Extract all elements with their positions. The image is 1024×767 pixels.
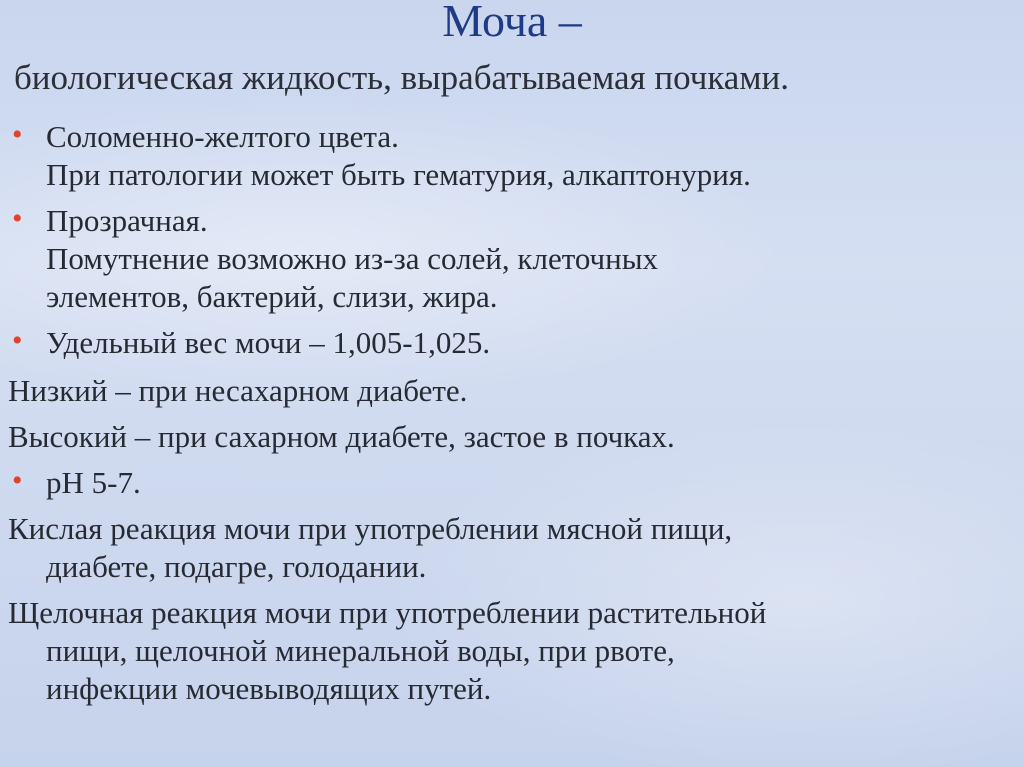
- slide-subtitle: биологическая жидкость, вырабатываемая почками.: [14, 58, 789, 97]
- text-paragraph: [0, 510, 1024, 586]
- text-paragraph: [0, 372, 1024, 410]
- bullet-dot-icon: •: [12, 118, 23, 151]
- text-paragraph: [0, 594, 1024, 708]
- slide-title: Моча –: [442, 0, 582, 46]
- bullet-dot-icon: •: [12, 464, 23, 497]
- bullet-item: [0, 324, 1024, 362]
- text-line: Кислая реакция мочи при употреблении мясной пищи,: [8, 511, 733, 546]
- text-line: При патологии может быть гематурия, алкаптонурия.: [46, 157, 751, 192]
- text-line: Соломенно-желтого цвета.: [46, 119, 399, 154]
- content-list: [0, 118, 1024, 708]
- bullet-dot-icon: •: [12, 324, 23, 357]
- text-line: Низкий – при несахарном диабете.: [8, 373, 468, 408]
- text-paragraph: [0, 418, 1024, 456]
- text-line: pH 5-7.: [46, 465, 141, 500]
- text-line: Помутнение возможно из-за солей, клеточных: [46, 241, 659, 276]
- text-line: инфекции мочевыводящих путей.: [46, 671, 492, 706]
- text-line: пищи, щелочной минеральной воды, при рвоте,: [46, 633, 675, 668]
- bullet-item: [0, 202, 1024, 316]
- text-line: элементов, бактерий, слизи, жира.: [46, 279, 498, 314]
- bullet-item: [0, 464, 1024, 502]
- bullet-dot-icon: •: [12, 202, 23, 235]
- text-line: Высокий – при сахарном диабете, застое в почках.: [8, 419, 675, 454]
- text-line: диабете, подагре, голодании.: [46, 549, 427, 584]
- text-line: Прозрачная.: [46, 203, 208, 238]
- bullet-item: [0, 118, 1024, 194]
- text-line: Удельный вес мочи – 1,005-1,025.: [46, 325, 491, 360]
- text-line: Щелочная реакция мочи при употреблении растительной: [8, 595, 767, 630]
